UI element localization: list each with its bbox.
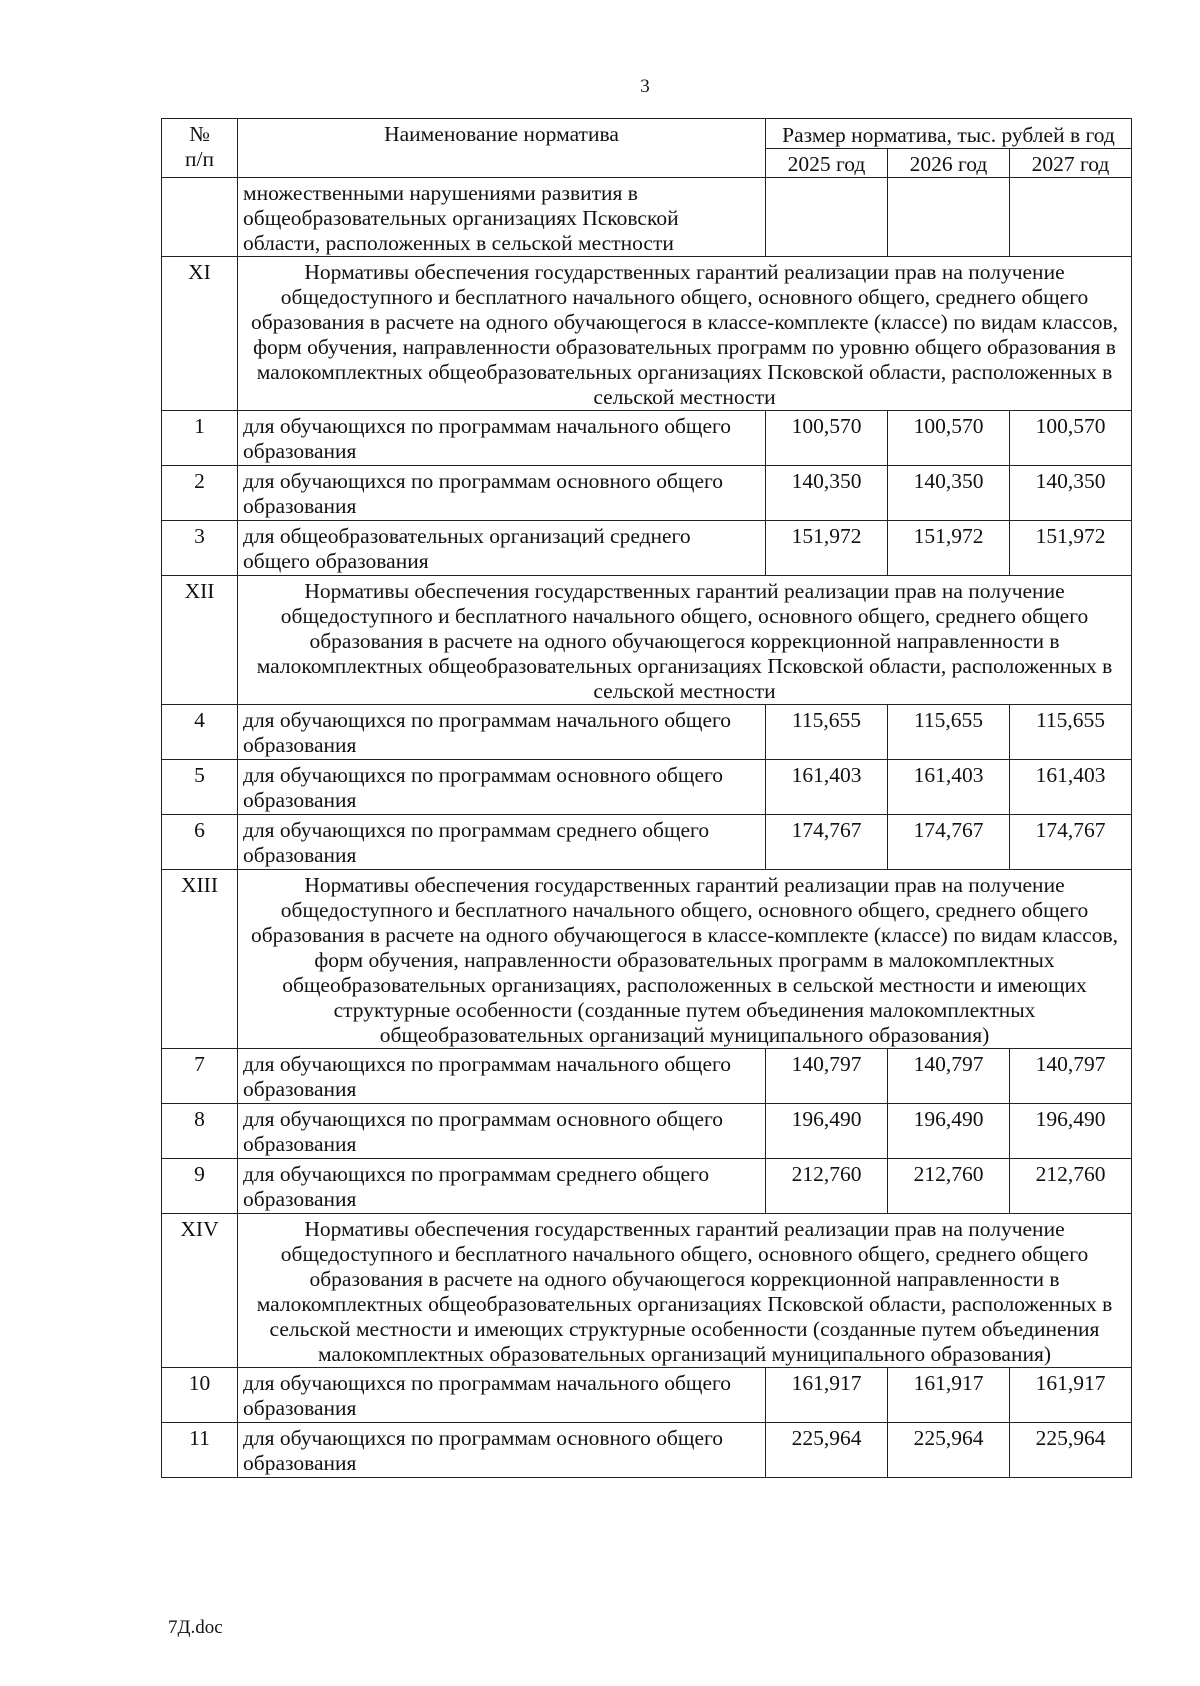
row-value-2027: 100,570 — [1010, 411, 1132, 466]
header-year-2027: 2027 год — [1010, 149, 1132, 178]
row-num: 1 — [162, 411, 238, 466]
section-row — [162, 870, 1132, 1049]
row-value-2026: 100,570 — [888, 411, 1010, 466]
row-num: 11 — [162, 1423, 238, 1478]
row-num: 10 — [162, 1368, 238, 1423]
table-row — [162, 1104, 1132, 1159]
table-row — [162, 1368, 1132, 1423]
footer-filename: 7Д.doc — [168, 1617, 223, 1638]
row-name: для общеобразовательных организаций среднего общего образования — [238, 521, 766, 576]
row-value-2026: 115,655 — [888, 705, 1010, 760]
row-value-2027: 140,797 — [1010, 1049, 1132, 1104]
table-row — [162, 466, 1132, 521]
row-name: для обучающихся по программам основного общего образования — [238, 1423, 766, 1478]
row-name: для обучающихся по программам среднего общего образования — [238, 1159, 766, 1214]
row-value-2027: 174,767 — [1010, 815, 1132, 870]
row-value-2027: 140,350 — [1010, 466, 1132, 521]
continuation-value — [888, 178, 1010, 257]
normatives-table — [161, 118, 1132, 1478]
header-num: № п/п — [162, 119, 238, 178]
row-value-2025: 161,403 — [766, 760, 888, 815]
table-row — [162, 1159, 1132, 1214]
row-name: для обучающихся по программам основного общего образования — [238, 466, 766, 521]
section-num: XII — [162, 576, 238, 705]
row-value-2025: 140,797 — [766, 1049, 888, 1104]
row-num: 3 — [162, 521, 238, 576]
header-name: Наименование норматива — [238, 119, 766, 178]
section-num: XIII — [162, 870, 238, 1049]
section-num: XIV — [162, 1214, 238, 1368]
row-value-2027: 115,655 — [1010, 705, 1132, 760]
row-value-2025: 151,972 — [766, 521, 888, 576]
row-name: для обучающихся по программам среднего общего образования — [238, 815, 766, 870]
table-row — [162, 760, 1132, 815]
row-value-2026: 161,917 — [888, 1368, 1010, 1423]
table-row — [162, 1049, 1132, 1104]
continuation-value — [766, 178, 888, 257]
table-row — [162, 815, 1132, 870]
row-name: для обучающихся по программам основного общего образования — [238, 1104, 766, 1159]
continuation-row — [162, 178, 1132, 257]
table-body — [162, 119, 1132, 1478]
row-name: для обучающихся по программам начального общего образования — [238, 1368, 766, 1423]
row-value-2025: 174,767 — [766, 815, 888, 870]
row-value-2026: 225,964 — [888, 1423, 1010, 1478]
section-num: XI — [162, 257, 238, 411]
row-value-2027: 196,490 — [1010, 1104, 1132, 1159]
row-num: 7 — [162, 1049, 238, 1104]
row-num: 2 — [162, 466, 238, 521]
page-number: 3 — [640, 76, 650, 97]
table-row — [162, 705, 1132, 760]
header-row — [162, 119, 1132, 149]
row-name: для обучающихся по программам начального общего образования — [238, 411, 766, 466]
table-row — [162, 1423, 1132, 1478]
row-value-2025: 212,760 — [766, 1159, 888, 1214]
section-row — [162, 257, 1132, 411]
row-value-2025: 100,570 — [766, 411, 888, 466]
row-value-2027: 212,760 — [1010, 1159, 1132, 1214]
row-value-2026: 151,972 — [888, 521, 1010, 576]
continuation-value — [1010, 178, 1132, 257]
row-value-2025: 140,350 — [766, 466, 888, 521]
row-name: для обучающихся по программам основного общего образования — [238, 760, 766, 815]
row-value-2026: 161,403 — [888, 760, 1010, 815]
header-year-2026: 2026 год — [888, 149, 1010, 178]
table-row — [162, 411, 1132, 466]
row-num: 8 — [162, 1104, 238, 1159]
row-value-2026: 196,490 — [888, 1104, 1010, 1159]
section-title: Нормативы обеспечения государственных гарантий реализации прав на получение общедоступного и бесплатного начального общего, основного общего, среднего общего образования в расчете на одного обучающегося коррекционной направленности в малокомплектных общеобразовательных организациях Псковской области, расположенных в сельской местности — [238, 576, 1132, 705]
table-row — [162, 521, 1132, 576]
continuation-num — [162, 178, 238, 257]
row-value-2025: 225,964 — [766, 1423, 888, 1478]
section-title: Нормативы обеспечения государственных гарантий реализации прав на получение общедоступного и бесплатного начального общего, основного общего, среднего общего образования в расчете на одного обучающегося коррекционной направленности в малокомплектных общеобразовательных организациях Псковской области, расположенных в сельской местности и имеющих структурные особенности (созданные путем объединения малокомплектных образовательных организаций муниципального образования) — [238, 1214, 1132, 1368]
row-value-2025: 115,655 — [766, 705, 888, 760]
row-num: 5 — [162, 760, 238, 815]
row-value-2027: 225,964 — [1010, 1423, 1132, 1478]
row-num: 9 — [162, 1159, 238, 1214]
row-value-2027: 161,917 — [1010, 1368, 1132, 1423]
row-value-2026: 174,767 — [888, 815, 1010, 870]
row-value-2026: 140,350 — [888, 466, 1010, 521]
section-row — [162, 576, 1132, 705]
section-title: Нормативы обеспечения государственных гарантий реализации прав на получение общедоступного и бесплатного начального общего, основного общего, среднего общего образования в расчете на одного обучающегося в классе-комплекте (классе) по видам классов, форм обучения, направленности образовательных программ по уровню общего образования в малокомплектных общеобразовательных организациях Псковской области, расположенных в сельской местности — [238, 257, 1132, 411]
header-year-2025: 2025 год — [766, 149, 888, 178]
row-value-2026: 140,797 — [888, 1049, 1010, 1104]
row-value-2026: 212,760 — [888, 1159, 1010, 1214]
row-name: для обучающихся по программам начального общего образования — [238, 1049, 766, 1104]
row-value-2025: 196,490 — [766, 1104, 888, 1159]
row-value-2027: 161,403 — [1010, 760, 1132, 815]
row-value-2025: 161,917 — [766, 1368, 888, 1423]
row-num: 6 — [162, 815, 238, 870]
row-num: 4 — [162, 705, 238, 760]
section-title: Нормативы обеспечения государственных гарантий реализации прав на получение общедоступного и бесплатного начального общего, основного общего, среднего общего образования в расчете на одного обучающегося в классе-комплекте (классе) по видам классов, форм обучения, направленности образовательных программ в малокомплектных общеобразовательных организациях, расположенных в сельской местности и имеющих структурные особенности (созданные путем объединения малокомплектных общеобразовательных организаций муниципального образования) — [238, 870, 1132, 1049]
section-row — [162, 1214, 1132, 1368]
continuation-text: множественными нарушениями развития в общеобразовательных организациях Псковской области, расположенных в сельской местности — [238, 178, 766, 257]
row-name: для обучающихся по программам начального общего образования — [238, 705, 766, 760]
header-size: Размер норматива, тыс. рублей в год — [766, 119, 1132, 149]
row-value-2027: 151,972 — [1010, 521, 1132, 576]
